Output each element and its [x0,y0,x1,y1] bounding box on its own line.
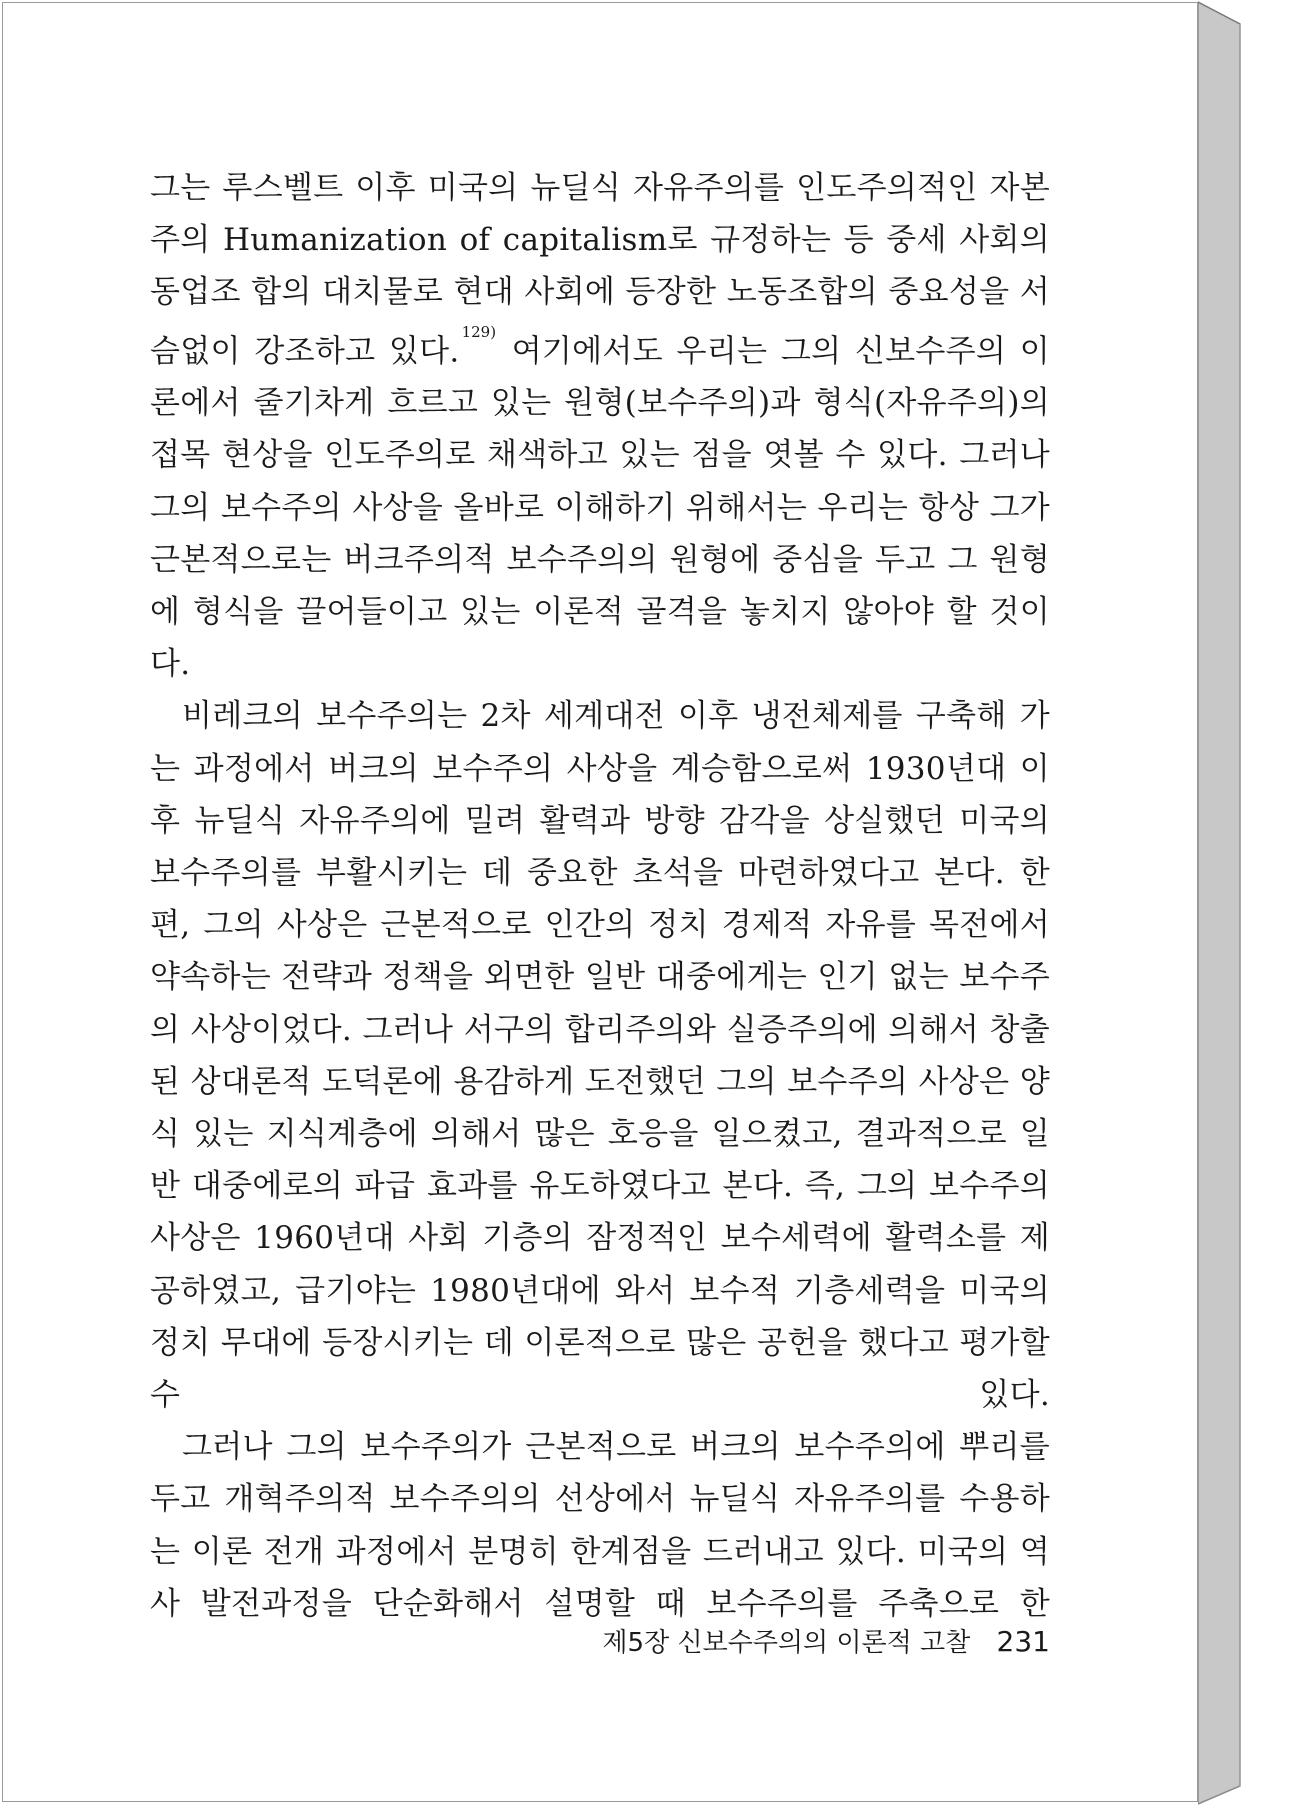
paragraph-1-text-before-note: 강조하고 있다. [254,332,460,369]
paragraph-2: 비레크의 보수주의는 2차 세계대전 이후 냉전체제를 구축해 가는 과정에서 버크의 보수주의 사상을 계승함으로써 1930년대 이후 뉴딜식 자유주의에 밀려 활력과 방향 감각을 상실했던 미국의 보수주의를 부활시키는 데 중요한 초석을 마련하였다고 본다. 한편, 그의 사상은 근본적으로 인간의 정치 경제적 자유를 목전에서 약속하는 전략과 정책을 외면한 일반 대중에게는 인기 없는 보수주의 사상이었다. 그러나 서구의 합리주의와 실증주의에 의해서 창출된 상대론적 도덕론에 용감하게 도전했던 그의 보수주의 사상은 양식 있는 지식계층에 의해서 많은 호응을 일으켰고, 결과적으로 일반 대중에로의 파급 효과를 유도하였다고 본다. 즉, 그의 보수주의 사상은 1960년대 사회 기층의 잠정적인 보수세력에 활력소를 제공하였고, 급기야는 1980년대에 와서 보수적 기층세력을 미국의 정치 무대에 등장시키는 데 이론적으로 많은 공헌을 했다고 평가할 수 있다. [150,698,1050,1413]
paragraph-3: 그러나 그의 보수주의가 근본적으로 버크의 보수주의에 뿌리를 두고 개혁주의적 보수주의의 선상에서 뉴딜식 자유주의를 수용하는 이론 전개 과정에서 분명히 한계점을 드러내고 있다. 미국의 역사 발전과정을 단순화해서 설명할 때 보수주의를 주축으로 한 [150,1429,1050,1622]
paragraph-1-line-3: 합의 대치물로 현대 사회에 등장한 노동조합의 중요성을 서슴없이 [150,274,1050,369]
paragraph-1-rest: 줄기차게 흐르고 있는 원형(보수주의)과 형식(자유주의)의 접목 현상을 인도주의로 채색하고 있는 점을 엿볼 수 있다. 그러나 그의 보수주의 사상을 올바로 이해하기 위해서는 우리는 항상 그가 근본적으로는 버크주의적 보수주의의 원형에 중심을 두고 그 원형에 형식을 끌어들이고 있는 이론적 골격을 놓치지 않아야 할 것이다. [150,385,1050,683]
paragraph-1-line-1: 그는 루스벨트 이후 미국의 뉴딜식 자유주의를 인도주의적인 자본 [150,170,1050,206]
running-footer [580,1622,1050,1659]
page-stack-edge [1198,0,1244,1806]
paragraph-1 [150,162,1050,690]
paragraph-1-line-2: 주의 Humanization of capitalism로 규정하는 등 중세 사회의 동업조 [150,222,1050,311]
body-text [150,162,1050,1630]
page-number: 231 [996,1625,1050,1658]
footer-title: 신보수주의의 이론적 고찰 [677,1628,971,1658]
paragraph-1-text-after-note: 여기에서도 우리는 그의 신보수주의 이론에서 [150,332,1051,422]
footnote-reference: 129) [461,322,497,341]
footer-chapter: 제5장 [602,1628,670,1658]
